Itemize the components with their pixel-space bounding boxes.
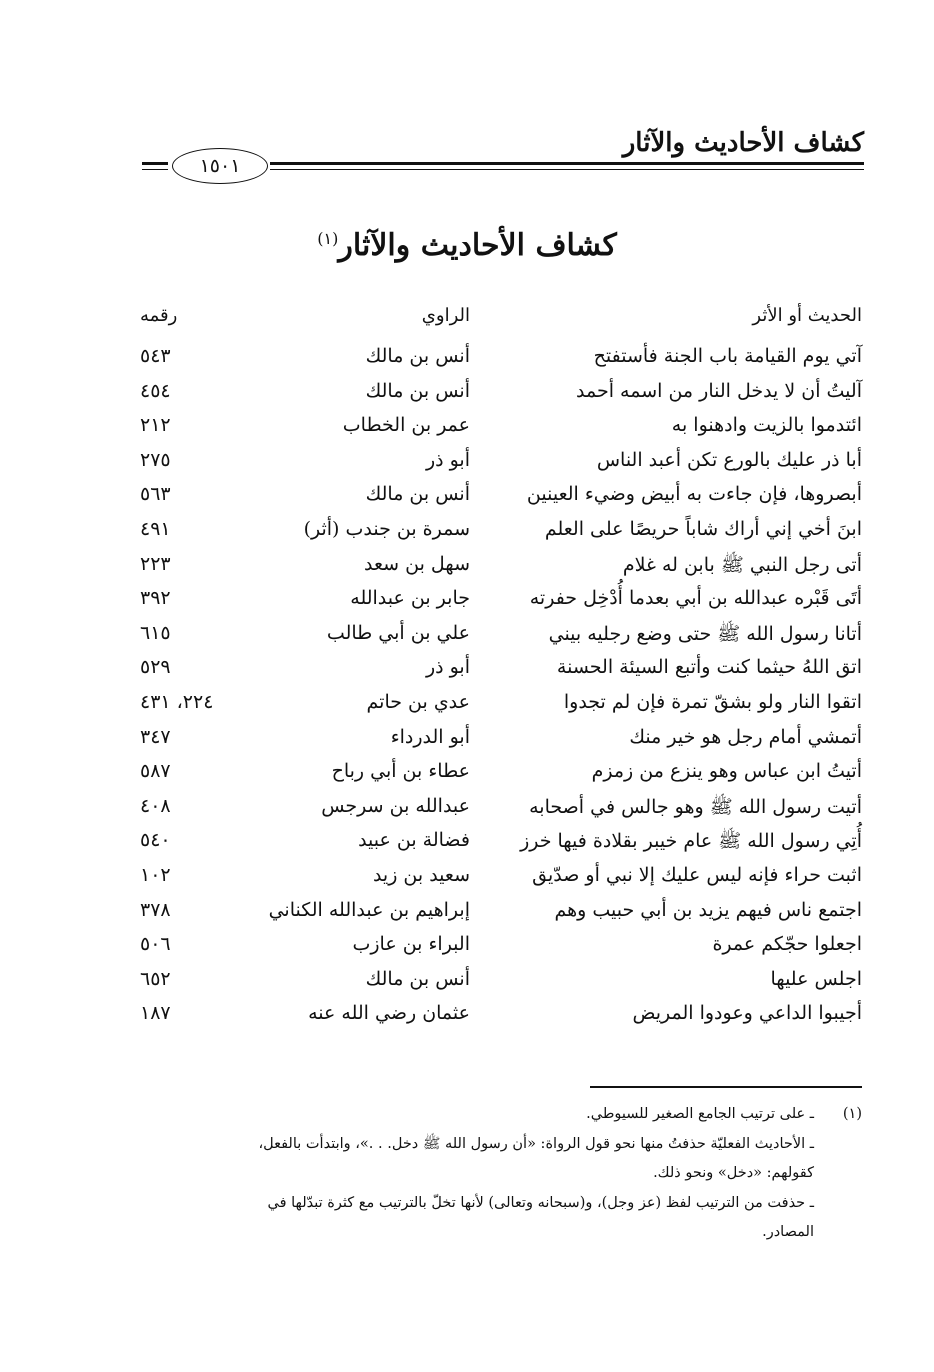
footnote-rule bbox=[590, 1086, 862, 1088]
footnote-line bbox=[138, 1162, 814, 1184]
hadith-text-value: آليتُ أن لا يدخل النار من اسمه أحمد bbox=[576, 379, 862, 402]
hadith-number-value: ٤٩١ bbox=[140, 517, 171, 540]
hadith-text bbox=[492, 553, 862, 581]
hadith-text bbox=[492, 968, 862, 990]
hadith-text-value: أتَى قَبْره عبدالله بن أبي بعدما أُدْخِل حفرته bbox=[529, 587, 862, 610]
table-row bbox=[0, 345, 934, 380]
hadith-text-value: أبصروها، فإن جاءت به أبيض وضيء العينين bbox=[526, 483, 862, 506]
table-row bbox=[0, 1002, 934, 1037]
narrator-name-value: سمرة بن جندب (أثر) bbox=[303, 517, 470, 540]
narrator-name bbox=[230, 553, 470, 575]
narrator-name-value: عدي بن حاتم bbox=[366, 690, 470, 713]
narrator-name-value: أبو الدرداء bbox=[390, 725, 470, 748]
table-row bbox=[0, 899, 934, 934]
table-row bbox=[0, 726, 934, 761]
hadith-number bbox=[140, 1002, 252, 1024]
narrator-name bbox=[230, 1002, 470, 1024]
hadith-text bbox=[492, 899, 862, 921]
hadith-number-value: ١٠٢ bbox=[140, 863, 171, 886]
table-row bbox=[0, 622, 934, 657]
footnote-line bbox=[138, 1221, 814, 1243]
hadith-text-value: ابنَ أخي إني أراك شاباً حريصًا على العلم bbox=[544, 517, 862, 540]
table-header-row bbox=[0, 305, 934, 345]
index-table bbox=[0, 305, 934, 1037]
hadith-number-value: ٢٧٥ bbox=[140, 448, 171, 471]
table-row bbox=[0, 553, 934, 588]
hadith-text-value: أتيت رسول الله ﷺ وهو جالس في أصحابه bbox=[529, 795, 862, 818]
header-rule-left bbox=[142, 162, 168, 165]
hadith-number bbox=[140, 760, 252, 782]
narrator-name-value: أنس بن مالك bbox=[365, 483, 470, 506]
narrator-name-value: أنس بن مالك bbox=[365, 967, 470, 990]
footnote-text-5: المصادر. bbox=[762, 1224, 814, 1240]
narrator-name-value: البراء بن عازب bbox=[352, 933, 470, 956]
footnote-text-1: ـ على ترتيب الجامع الصغير للسيوطي. bbox=[586, 1106, 814, 1122]
hadith-number-value: ٥٠٦ bbox=[140, 933, 171, 956]
hadith-text-value: أتمشي أمام رجل هو خير منك bbox=[629, 725, 862, 748]
hadith-number-value: ٥٦٣ bbox=[140, 483, 171, 506]
table-row bbox=[0, 795, 934, 830]
hadith-number-value: ٣٧٨ bbox=[140, 898, 171, 921]
table-row bbox=[0, 449, 934, 484]
narrator-name bbox=[230, 968, 470, 990]
narrator-name-value: عمر بن الخطاب bbox=[342, 414, 470, 437]
narrator-name bbox=[230, 829, 470, 851]
narrator-name-value: علي بن أبي طالب bbox=[326, 621, 470, 644]
hadith-number-value: ٣٩٢ bbox=[140, 587, 171, 610]
header-rule bbox=[270, 162, 864, 165]
narrator-name-value: عطاء بن أبي رباح bbox=[331, 760, 470, 783]
hadith-number-value: ٤٥٤ bbox=[140, 379, 171, 402]
table-row bbox=[0, 829, 934, 864]
hadith-number-value: ٦٥٢ bbox=[140, 967, 171, 990]
title-footnote-ref: (١) bbox=[317, 229, 339, 248]
hadith-number bbox=[140, 449, 252, 471]
table-body bbox=[0, 345, 934, 1037]
hadith-text bbox=[492, 933, 862, 955]
table-row bbox=[0, 380, 934, 415]
hadith-text-value: أتيتُ ابن عباس وهو ينزع من زمزم bbox=[591, 760, 862, 783]
hadith-number bbox=[140, 380, 252, 402]
hadith-text bbox=[492, 1002, 862, 1024]
narrator-name bbox=[230, 864, 470, 886]
narrator-name bbox=[230, 656, 470, 678]
column-header-text: الحديث أو الأثر bbox=[752, 305, 862, 326]
hadith-number-value: ٢١٢ bbox=[140, 414, 171, 437]
hadith-text-value: اجعلوا حجّكم عمرة bbox=[712, 933, 862, 956]
hadith-number bbox=[140, 553, 252, 575]
narrator-name bbox=[230, 380, 470, 402]
footnote-line bbox=[138, 1192, 814, 1214]
hadith-text-value: اجلس عليها bbox=[770, 967, 862, 990]
hadith-text-value: آتي يوم القيامة باب الجنة فأستفتح bbox=[593, 345, 862, 367]
narrator-name-value: عثمان رضي الله عنه bbox=[308, 1002, 470, 1025]
narrator-name bbox=[230, 414, 470, 436]
narrator-name-value: أنس بن مالك bbox=[365, 345, 470, 367]
narrator-name bbox=[230, 449, 470, 471]
narrator-name-value: عبدالله بن سرجس bbox=[321, 794, 470, 817]
table-row bbox=[0, 656, 934, 691]
table-row bbox=[0, 414, 934, 449]
hadith-text bbox=[492, 345, 862, 367]
narrator-name-value: أبو ذر bbox=[425, 448, 470, 471]
column-header-number-text: رقمه bbox=[140, 305, 178, 326]
narrator-name-value: جابر بن عبدالله bbox=[350, 587, 470, 610]
footnote-text-3: كقولهم: «دخل» ونحو ذلك. bbox=[653, 1165, 814, 1181]
hadith-text bbox=[492, 691, 862, 713]
table-row bbox=[0, 691, 934, 726]
hadith-number bbox=[140, 622, 252, 644]
hadith-text bbox=[492, 622, 862, 650]
column-header-number bbox=[140, 305, 252, 326]
hadith-text-value: أُتِي رسول الله ﷺ عام خيبر بقلادة فيها خرز bbox=[520, 830, 862, 853]
hadith-text-value: اجتمع ناس فيهم يزيد بن أبي حبيب وهم bbox=[554, 898, 862, 921]
footnote-mark: (١) bbox=[842, 1106, 862, 1122]
hadith-number bbox=[140, 691, 252, 713]
table-row bbox=[0, 864, 934, 899]
hadith-text-value: أبا ذر عليك بالورع تكن أعبد الناس bbox=[596, 448, 862, 471]
narrator-name bbox=[230, 345, 470, 367]
hadith-text-value: أتانا رسول الله ﷺ حتى وضع رجليه بيني bbox=[548, 622, 862, 645]
narrator-name-value: سعيد بن زيد bbox=[372, 863, 470, 886]
table-row bbox=[0, 587, 934, 622]
hadith-text bbox=[492, 380, 862, 402]
hadith-number-value: ٥٢٩ bbox=[140, 656, 171, 679]
narrator-name bbox=[230, 587, 470, 609]
hadith-number-value: ٣٤٧ bbox=[140, 725, 171, 748]
hadith-text-value: اتقوا النار ولو بشقّ تمرة فإن لم تجدوا bbox=[563, 690, 862, 713]
hadith-text-value: اتق اللهُ حيثما كنت وأتبع السيئة الحسنة bbox=[556, 656, 862, 679]
narrator-name-value: فضالة بن عبيد bbox=[358, 829, 470, 852]
column-header-narrator: الراوي bbox=[421, 305, 470, 326]
hadith-number-value: ٢٢٤، ٤٣١ bbox=[140, 690, 214, 713]
hadith-number bbox=[140, 726, 252, 748]
hadith-text bbox=[492, 414, 862, 436]
hadith-number bbox=[140, 933, 252, 955]
page-title bbox=[0, 228, 934, 263]
narrator-name-value: إبراهيم بن عبدالله الكناني bbox=[268, 898, 470, 921]
running-header-title: كشاف الأحاديث والآثار bbox=[622, 128, 864, 158]
narrator-name bbox=[230, 726, 470, 748]
table-row bbox=[0, 483, 934, 518]
hadith-number bbox=[140, 829, 252, 851]
narrator-name bbox=[230, 933, 470, 955]
hadith-number bbox=[140, 518, 252, 540]
narrator-name bbox=[230, 691, 470, 713]
narrator-name bbox=[230, 622, 470, 644]
hadith-number-value: ٥٤٠ bbox=[140, 829, 171, 852]
hadith-text bbox=[492, 829, 862, 857]
hadith-text-value: أتى رجل النبي ﷺ بابن له غلام bbox=[622, 553, 862, 576]
page-number-text: ١٥٠١ bbox=[199, 155, 241, 177]
hadith-number-value: ٤٠٨ bbox=[140, 794, 171, 817]
hadith-number-value: ٢٢٣ bbox=[140, 552, 171, 575]
hadith-text-value: ائتدموا بالزيت وادهنوا به bbox=[671, 414, 862, 437]
hadith-number bbox=[140, 587, 252, 609]
hadith-number bbox=[140, 483, 252, 505]
hadith-number bbox=[140, 414, 252, 436]
hadith-number bbox=[140, 345, 252, 367]
hadith-text bbox=[492, 449, 862, 471]
hadith-number bbox=[140, 899, 252, 921]
hadith-number-value: ١٨٧ bbox=[140, 1002, 171, 1025]
hadith-text bbox=[492, 656, 862, 678]
narrator-name-value: أنس بن مالك bbox=[365, 379, 470, 402]
table-row bbox=[0, 968, 934, 1003]
hadith-number bbox=[140, 656, 252, 678]
page-number bbox=[172, 148, 268, 184]
narrator-name bbox=[230, 518, 470, 540]
narrator-name bbox=[230, 760, 470, 782]
footnote-text-2: ـ الأحاديث الفعليّة حذفتُ منها نحو قول الرواة: «أن رسول الله ﷺ دخل. . .»، وابتدأت بالفعل، bbox=[258, 1136, 814, 1152]
table-row bbox=[0, 760, 934, 795]
page-title-text: كشاف الأحاديث والآثار bbox=[338, 228, 617, 263]
hadith-text bbox=[492, 760, 862, 782]
hadith-number bbox=[140, 795, 252, 817]
narrator-name-value: سهل بن سعد bbox=[364, 552, 470, 575]
narrator-name bbox=[230, 899, 470, 921]
hadith-text bbox=[492, 483, 862, 505]
table-row bbox=[0, 518, 934, 553]
hadith-text bbox=[492, 864, 862, 886]
narrator-name bbox=[230, 483, 470, 505]
footnote-line bbox=[138, 1133, 814, 1155]
hadith-text bbox=[492, 726, 862, 748]
hadith-text bbox=[492, 795, 862, 823]
hadith-number-value: ٥٤٣ bbox=[140, 345, 171, 367]
hadith-number-value: ٥٨٧ bbox=[140, 760, 171, 783]
footnote-text-4: ـ حذفت من الترتيب لفظ (عز وجل)، و(سبحانه وتعالى) لأنها تخلّ بالترتيب مع كثرة تبدّلها في bbox=[267, 1195, 814, 1211]
hadith-text-value: اثبت حراء فإنه ليس عليك إلا نبي أو صدّيق bbox=[532, 863, 862, 886]
hadith-text bbox=[492, 587, 862, 609]
table-row bbox=[0, 933, 934, 968]
hadith-number bbox=[140, 968, 252, 990]
hadith-text bbox=[492, 518, 862, 540]
footnote-line bbox=[138, 1103, 862, 1125]
header-rule-left-thin bbox=[142, 169, 168, 170]
hadith-number-value: ٦١٥ bbox=[140, 621, 171, 644]
narrator-name bbox=[230, 795, 470, 817]
hadith-number bbox=[140, 864, 252, 886]
hadith-text-value: أجيبوا الداعي وعودوا المريض bbox=[632, 1002, 862, 1025]
header-rule-thin bbox=[270, 169, 864, 170]
narrator-name-value: أبو ذر bbox=[425, 656, 470, 679]
